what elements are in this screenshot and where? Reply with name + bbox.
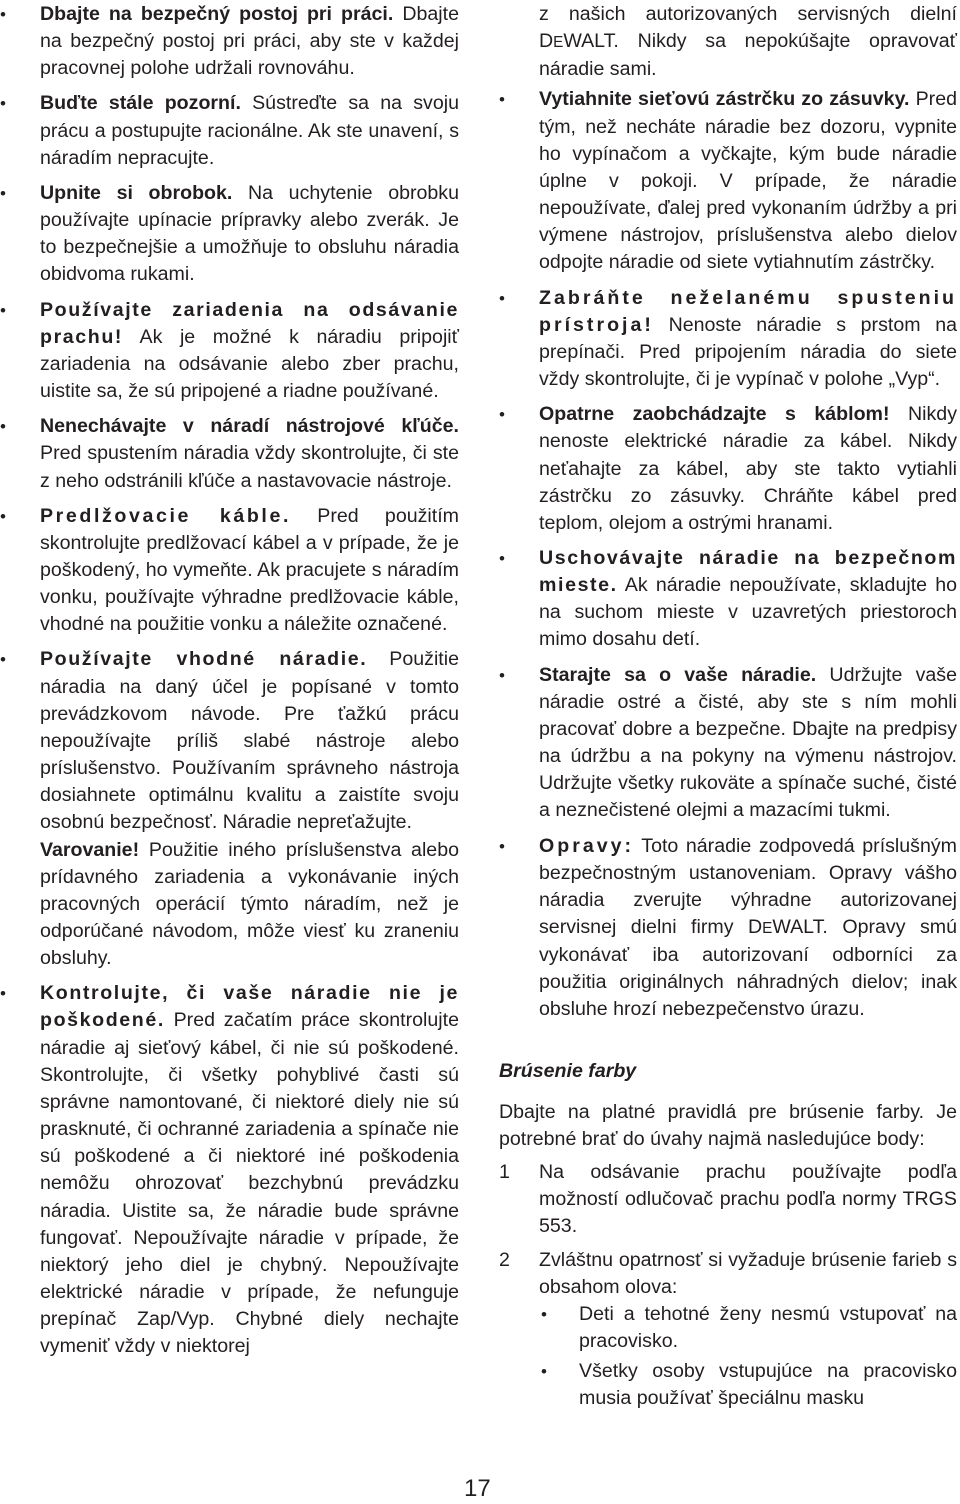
sub-list-item: • Deti a tehotné ženy nesmú vstupovať na pracovisko. xyxy=(579,1301,957,1355)
item-text: Toto náradie zodpovedá príslušným bezpečnostným ustanoveniam. Opravy vášho náradia zverujte výhradne autorizovanej servisnej dielni firmy D xyxy=(539,834,957,938)
numbered-item xyxy=(499,1159,957,1240)
step-text: Na odsávanie prachu používajte podľa možností odlučovač prachu podľa normy TRGS 553. xyxy=(539,1161,957,1238)
left-column xyxy=(40,1,459,1369)
sub-list xyxy=(539,1301,957,1413)
page-number: 17 xyxy=(464,1475,491,1502)
section-intro: Dbajte na platné pravidlá pre brúsenie farby. Je potrebné brať do úvahy najmä nasledujúce body: xyxy=(499,1100,957,1150)
item-text: Ak náradie nepoužívate, skladujte ho na suchom mieste v uzavretých priestoroch mimo dosahu detí. xyxy=(539,574,957,651)
item-heading: Vytiahnite sieťovú zástrčku zo zásuvky. xyxy=(539,88,910,111)
item-heading: Opatrne zaobchádzajte s káblom! xyxy=(539,403,890,426)
item-heading: Kontrolujte, či vaše náradie nie je poškodené. xyxy=(40,982,459,1032)
right-column xyxy=(499,1,957,1419)
list-item xyxy=(40,180,459,289)
list-item xyxy=(539,662,957,825)
item-heading: Nenechávajte v náradí nástrojové kľúče. xyxy=(40,415,459,438)
list-item xyxy=(40,297,459,406)
item-text: Ak je možné k náradiu pripojiť zariadenia na odsávanie alebo zber prachu, uistite sa, že sú pripojené a riadne používané. xyxy=(40,325,459,403)
item-text: Pred tým, než necháte náradie bez dozoru, vypnite ho vypínačom a vyčkajte, kým bude náradie úplne v pokoji. V prípade, že náradie nepoužívate, ďalej pred vykonaním údržby a pri výmene nástrojov, príslušenstva alebo dielov odpojte náradie od siete vytiahnutím zástrčky. xyxy=(539,88,957,274)
list-item xyxy=(539,285,957,394)
step-number: 2 xyxy=(499,1248,510,1271)
step-number: 1 xyxy=(499,1161,510,1184)
item-text: Použitie náradia na daný účel je popísané v tomto prevádzkovom návode. Pre ťažkú prácu nepoužívajte príliš slabé nástroje alebo príslušenstvo. Používaním správneho nástroja dosiahnete optimálnu kvalitu a zaistíte svoju osobnú bezpečnosť. Náradie nepreťažujte. xyxy=(40,648,459,834)
brand-letter: E xyxy=(553,34,564,52)
list-item xyxy=(40,90,459,171)
list-item xyxy=(40,503,459,639)
item-heading: Upnite si obrobok. xyxy=(40,181,233,204)
list-item xyxy=(539,833,957,1024)
item-text: Dbajte na bezpečný postoj pri práci, aby ste v každej pracovnej polohe udržali rovnováhu. xyxy=(40,3,459,80)
sub-list-item: • Všetky osoby vstupujúce na pracovisko musia používať špeciálnu masku xyxy=(579,1358,957,1412)
warning-text: Použitie iného príslušenstva alebo prídavného zariadenia a vykonávanie iných pracovných operácií týmto náradím, než je odporúčané návodom, môže viesť ku zraneniu obsluhy. xyxy=(40,838,459,970)
item-text: Pred použitím skontrolujte predlžovací kábel a v prípade, že je poškodený, ho vymeňte. Ak pracujete s náradím vonku, používajte výhradne predlžovacie káble, vhodné na použitie vonku a náležite označené. xyxy=(40,504,459,636)
item-text: WALT. Opravy smú vykonávať iba autorizovaní odborníci za použitia originálnych náhradných dielov; inak obsluhe hrozí nebezpečenstvo úrazu. xyxy=(539,916,957,1021)
item-text: Nenoste náradie s prstom na prepínači. Pred pripojením náradia do siete vždy skontrolujte, či je vypínač v polohe „Vyp“. xyxy=(539,313,957,391)
section-heading: Brúsenie farby xyxy=(499,1059,637,1082)
item-text: Na uchytenie obrobku používajte upínacie prípravky alebo zverák. Je to bezpečnejšie a umožňuje to obsluhu náradia obidvoma rukami. xyxy=(40,181,459,286)
item-text: Sústreďte sa na svoju prácu a postupujte racionálne. Ak ste unavení, s náradím nepracujte. xyxy=(40,92,459,169)
item-paragraph xyxy=(40,646,459,836)
list-item xyxy=(40,980,459,1360)
item-text: Pred začatím práce skontrolujte náradie aj sieťový kábel, či nie sú poškodené. Skontrolujte, či všetky pohyblivé časti sú správne namontované, či niektoré diely nie sú prasknuté, či ochranné zariadenia a spínače nie sú poškodené a či niektoré iné poškodenia nemôžu ohrozovať bezchybnú prevádzku náradia. Uistite sa, že náradie bude správne fungovať. Nepoužívajte náradie v prípade, že niektorý jeho diel je chybný. Nepoužívajte elektrické náradie v prípade, že nefunguje prepínač Zap/Vyp. Chybné diely nechajte vymeniť vždy v niektorej xyxy=(40,1009,459,1358)
item-text: Pred spustením náradia vždy skontrolujte, či ste z neho odstránili kľúče a nastavovacie nástroje. xyxy=(40,442,459,492)
list-item xyxy=(539,401,957,537)
list-item xyxy=(40,1,459,82)
item-heading: Opravy: xyxy=(539,834,635,857)
list-item xyxy=(539,86,957,276)
step-text: Zvláštnu opatrnosť si vyžaduje brúsenie farieb s obsahom olova: xyxy=(539,1248,957,1298)
item-heading: Používajte zariadenia na odsávanie prachu! xyxy=(40,298,459,348)
item-heading: Zabráňte neželanému spusteniu prístroja! xyxy=(539,286,957,336)
list-item xyxy=(539,545,957,654)
continued-text: z našich autorizovaných servisných dielní DEWALT. Nikdy sa nepokúšajte opravovať náradie sami. xyxy=(539,3,957,81)
item-text: Udržujte vaše náradie ostré a čisté, aby ste s ním mohli pracovať dobre a bezpečne. Dbajte na predpisy na údržbu a na pokyny na výmenu nástrojov. Udržujte všetky rukoväte a spínače suché, čisté a neznečistené olejmi a mazacími tukmi. xyxy=(539,663,957,822)
list-item xyxy=(40,413,459,494)
item-heading: Uschovávajte náradie na bezpečnom mieste. xyxy=(539,546,957,597)
item-text: Nikdy nenoste elektrické náradie za kábel. Nikdy neťahajte za kábel, aby ste takto vytiahli zástrčku zo zásuvky. Chráňte kábel pred teplom, olejom a ostrými hranami. xyxy=(539,403,957,534)
item-heading: Predlžovacie káble. xyxy=(40,504,292,527)
warning-paragraph xyxy=(40,837,459,973)
warning-heading: Varovanie! xyxy=(40,838,140,861)
item-heading: Starajte sa o vaše náradie. xyxy=(539,663,817,686)
safety-list-right xyxy=(539,86,957,1023)
item-heading: Používajte vhodné náradie. xyxy=(40,648,368,671)
numbered-item xyxy=(499,1247,957,1413)
item-heading: Buďte stále pozorní. xyxy=(40,92,241,115)
list-item xyxy=(40,646,459,972)
brand-letter: E xyxy=(762,920,773,937)
item-heading: Dbajte na bezpečný postoj pri práci. xyxy=(40,3,394,25)
safety-list-left xyxy=(40,1,459,1361)
numbered-list xyxy=(499,1159,957,1412)
